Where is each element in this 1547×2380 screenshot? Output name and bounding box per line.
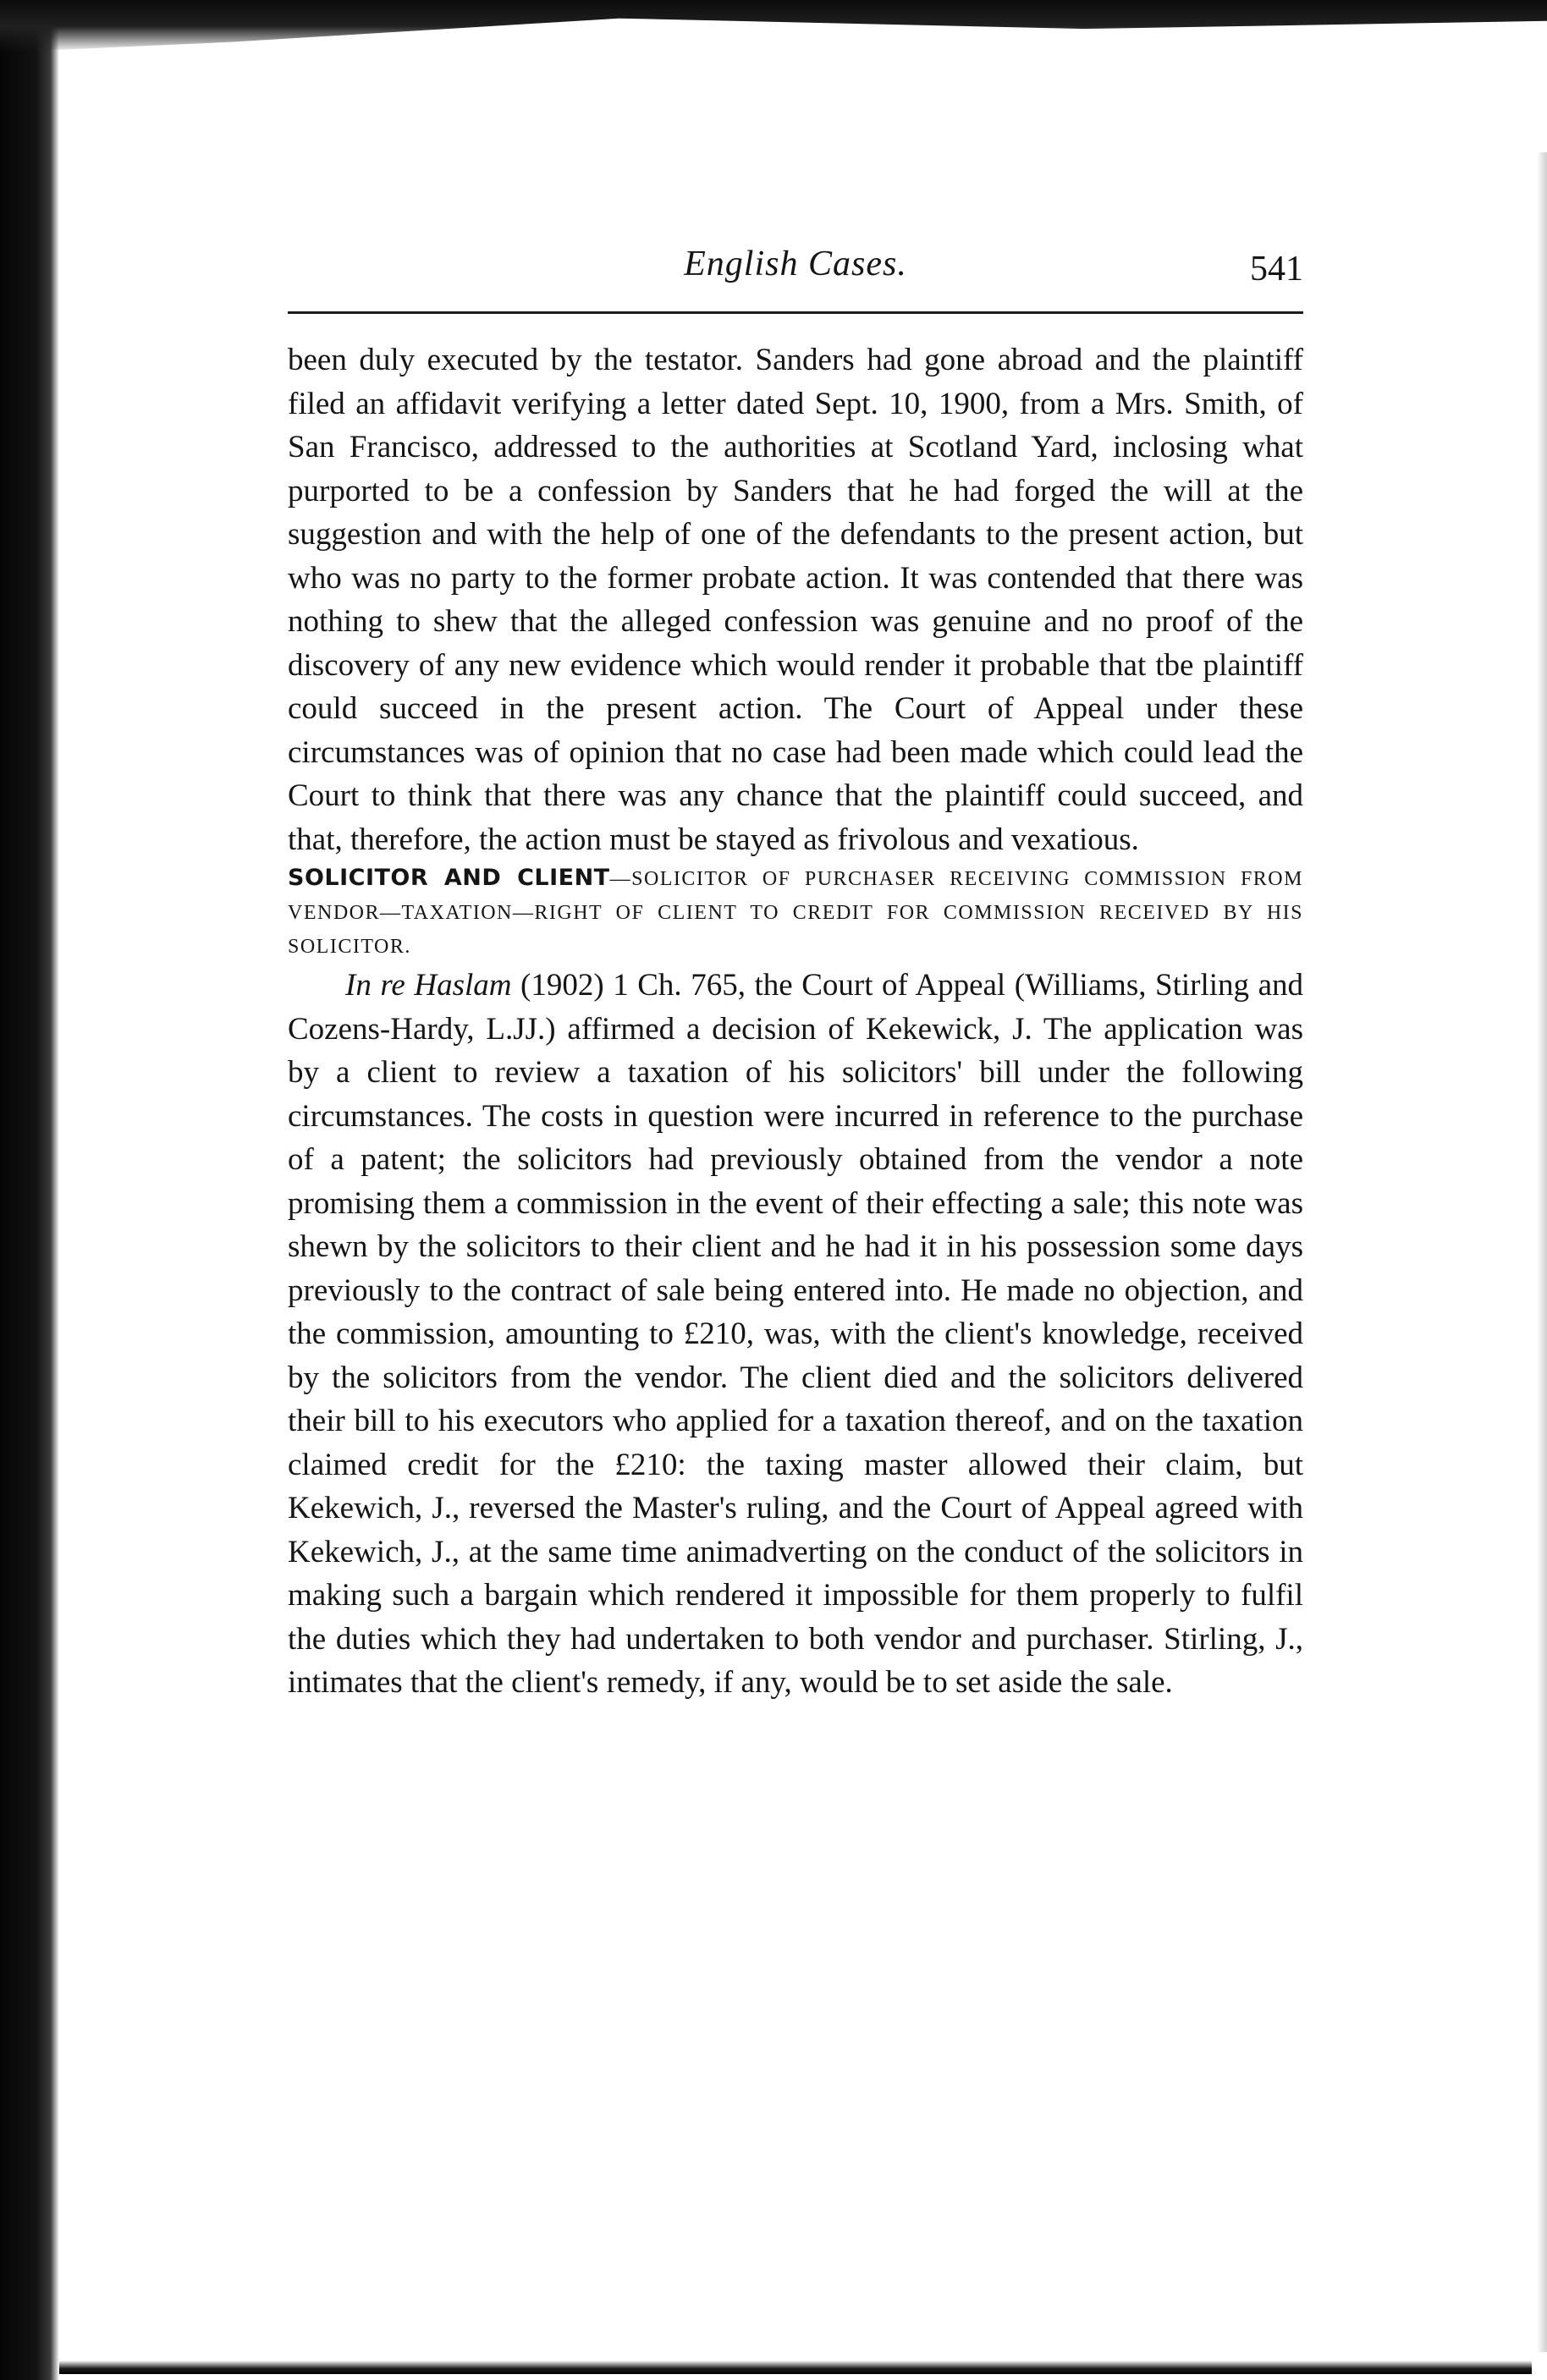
running-title: English Cases.	[684, 245, 907, 283]
scan-edge-bottom	[59, 2361, 1532, 2374]
section-heading-subtitle: —SOLICITOR OF PURCHASER RECEIVING COMMISSION FROM VENDOR—TAXATION—RIGHT OF CLIENT TO CREDIT FOR COMMISSION RECEIVED BY HIS SOLICITOR.	[288, 868, 1303, 958]
scan-edge-left	[0, 0, 59, 2380]
case-report-text: (1902) 1 Ch. 765, the Court of Appeal (Williams, Stirling and Cozens-Hardy, L.JJ.) affirmed a decision of Kekewick, J. The application was by a client to review a taxation of his solicitors' bill under the following circumstances. The costs in question were incurred in reference to the purchase of a patent; the solicitors had previously obtained from the vendor a note promising them a commission in the event of their effecting a sale; this note was shewn by the solicitors to their client and he had it in his possession some days previously to the contract of sale being entered into. He made no objection, and the commission, amounting to £210, was, with the client's knowledge, received by the solicitors from the vendor. The client died and the solicitors delivered their bill to his executors who applied for a taxation thereof, and on the taxation claimed credit for the £210: the taxing master allowed their claim, but Kekewich, J., reversed the Master's ruling, and the Court of Appeal agreed with Kekewich, J., at the same time animadverting on the conduct of the solicitors in making such a bargain which rendered it impossible for them properly to fulfil the duties which they had undertaken to both vendor and purchaser. Stirling, J., intimates that the client's remedy, if any, would be to set aside the sale.	[288, 968, 1303, 1700]
scan-edge-top	[0, 0, 1547, 52]
book-page	[288, 228, 1303, 1700]
case-name: In re Haslam	[345, 968, 512, 1003]
header-rule	[288, 311, 1303, 314]
page-body	[288, 338, 1303, 1705]
scan-edge-right	[1537, 152, 1547, 2352]
section-heading	[288, 861, 1303, 964]
page-number: 541	[1250, 250, 1303, 289]
running-header	[288, 228, 1303, 296]
paragraph-continued: been duly executed by the testator. Sanders had gone abroad and the plaintiff filed an affidavit verifying a letter dated Sept. 10, 1900, from a Mrs. Smith, of San Francisco, addressed to the authorities at Scotland Yard, inclosing what purported to be a confession by Sanders that he had forged the will at the suggestion and with the help of one of the defendants to the present action, but who was no party to the former probate action. It was contended that there was nothing to shew that the alleged confession was genuine and no proof of the discovery of any new evidence which would render it probable that tbe plaintiff could succeed in the present action. The Court of Appeal under these circumstances was of opinion that no case had been made which could lead the Court to think that there was any chance that the plaintiff could succeed, and that, therefore, the action must be stayed as frivolous and vexatious.	[288, 343, 1303, 857]
paragraph-case-report	[288, 964, 1303, 1705]
section-heading-lead: SOLICITOR AND CLIENT	[288, 865, 610, 891]
